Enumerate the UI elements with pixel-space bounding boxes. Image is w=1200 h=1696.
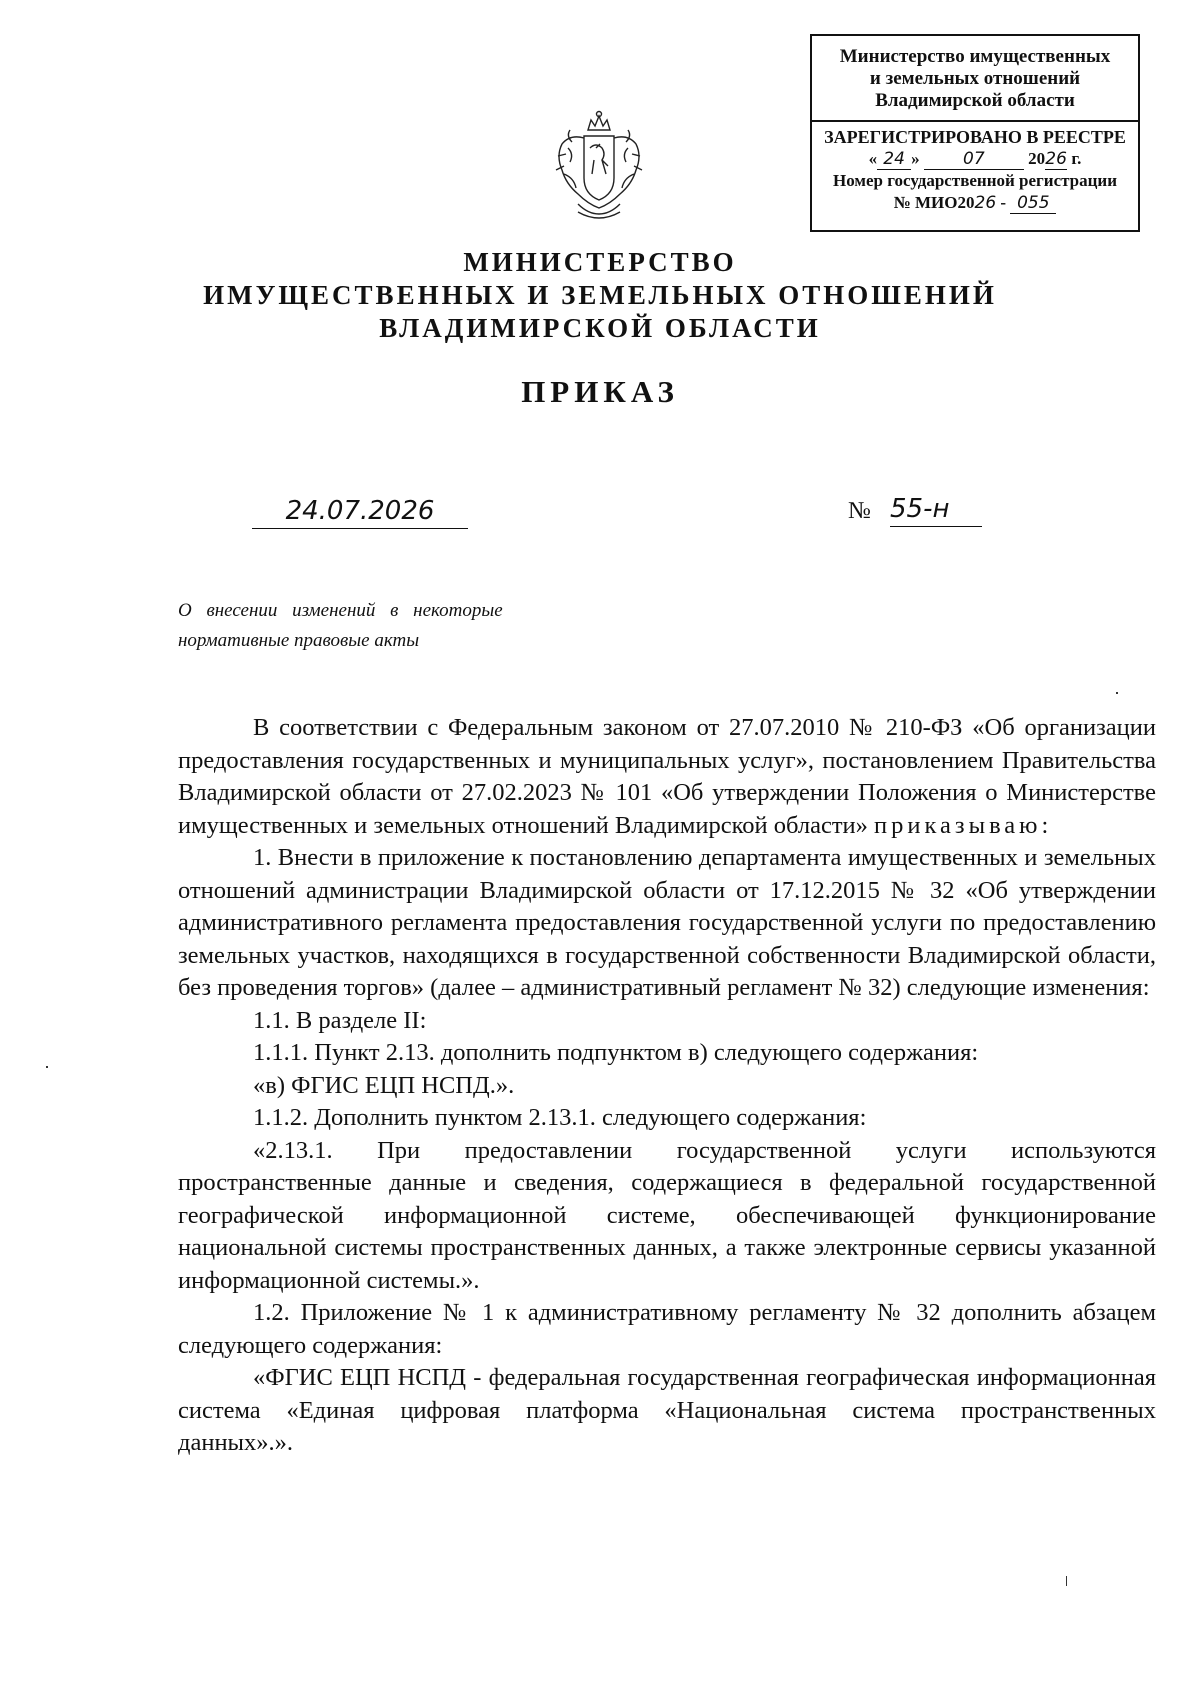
stamp-year-end: г. xyxy=(1067,149,1082,168)
registration-stamp xyxy=(810,34,1140,232)
order-number: 55-н xyxy=(890,492,982,527)
stamp-reg-year: 26 xyxy=(974,193,997,213)
stamp-date-line xyxy=(812,148,1138,170)
paragraph-quote-2-13-1: «2.13.1. При предоставлении государственной услуги используются пространственные данные и сведения, содержащиеся в федеральной государственной географической информационной системе, обеспечивающей функционирование национальной системы пространственных данных, а также электронные сервисы указанной информационной системы.». xyxy=(178,1136,1156,1294)
stamp-reg-seq: 055 xyxy=(1010,193,1056,214)
order-subject xyxy=(178,596,618,656)
stamp-org-line1: Министерство имущественных xyxy=(839,46,1111,67)
scan-speck xyxy=(1116,692,1118,694)
ministry-line3: ВЛАДИМИРСКОЙ ОБЛАСТИ xyxy=(379,313,821,343)
ministry-header xyxy=(150,246,1050,345)
stamp-date-mid: » xyxy=(911,149,920,168)
stamp-reg-number xyxy=(812,192,1138,214)
stamp-year-prefix: 20 xyxy=(1028,149,1046,168)
paragraph-item-1-2: 1.2. Приложение № 1 к административному регламенту № 32 дополнить абзацем следующего содержания: xyxy=(178,1299,1156,1359)
order-number-label: № xyxy=(848,498,871,524)
stamp-reg-dash: - xyxy=(996,193,1011,212)
paragraph-item-1: 1. Внести в приложение к постановлению департамента имущественных и земельных отношений администрации Владимирской области от 17.12.2015 № 32 «Об утверждении административного регламента предоставления государственной услуги по предоставлению земельных участков, находящихся в государственной собственности Владимирской области, без проведения торгов» (далее – административный регламент № 32) следующие изменения: xyxy=(178,844,1156,1001)
preamble-text: В соответствии с Федеральным законом от 27.07.2010 № 210-ФЗ «Об организации предоставления государственных и муниципальных услуг», постановлением Правительства Владимирской области от 27.02.2023 № 101 «Об утверждении Положения о Министерстве имущественных и земельных отношений Владимирской области» xyxy=(178,714,1156,839)
paragraph-quote-v: «в) ФГИС ЕЦП НСПД.». xyxy=(253,1071,515,1099)
stamp-registration xyxy=(812,122,1138,214)
paragraph-item-1-1: 1.1. В разделе II: xyxy=(253,1006,427,1034)
paragraph-item-1-1-2: 1.1.2. Дополнить пунктом 2.13.1. следующего содержания: xyxy=(253,1104,867,1131)
paragraph-quote-fgis: «ФГИС ЕЦП НСПД - федеральная государственная географическая информационная система «Единая цифровая платформа «Национальная система пространственных данных».». xyxy=(178,1364,1156,1456)
subject-line1: О внесении изменений в некоторые xyxy=(178,600,503,621)
ministry-line2: ИМУЩЕСТВЕННЫХ И ЗЕМЕЛЬНЫХ ОТНОШЕНИЙ xyxy=(203,280,997,310)
stamp-org-line3: Владимирской области xyxy=(875,90,1075,111)
ministry-line1: МИНИСТЕРСТВО xyxy=(463,247,737,277)
stamp-registered-label: ЗАРЕГИСТРИРОВАНО В РЕЕСТРЕ xyxy=(824,127,1126,147)
coat-of-arms-icon xyxy=(548,108,650,230)
order-date: 24.07.2026 xyxy=(252,494,468,529)
order-body xyxy=(178,712,1156,1460)
stamp-year-suffix: 26 xyxy=(1045,149,1067,169)
scan-speck xyxy=(1066,1576,1067,1586)
stamp-day: 24 xyxy=(877,149,911,170)
stamp-reg-number-label: Номер государственной регистрации xyxy=(832,171,1118,190)
paragraph-preamble xyxy=(178,712,1156,842)
stamp-organization xyxy=(812,36,1138,122)
stamp-org-line2: и земельных отношений xyxy=(869,68,1081,89)
stamp-date-open: « xyxy=(868,149,878,168)
order-directive: приказываю: xyxy=(874,811,1053,839)
stamp-month: 07 xyxy=(924,149,1024,170)
paragraph-item-1-1-1: 1.1.1. Пункт 2.13. дополнить подпунктом в) следующего содержания: xyxy=(253,1039,979,1066)
stamp-reg-prefix: № МИО20 xyxy=(893,193,975,212)
document-type: ПРИКАЗ xyxy=(521,374,679,409)
scan-speck xyxy=(46,1066,48,1068)
subject-line2: нормативные правовые акты xyxy=(178,630,420,651)
